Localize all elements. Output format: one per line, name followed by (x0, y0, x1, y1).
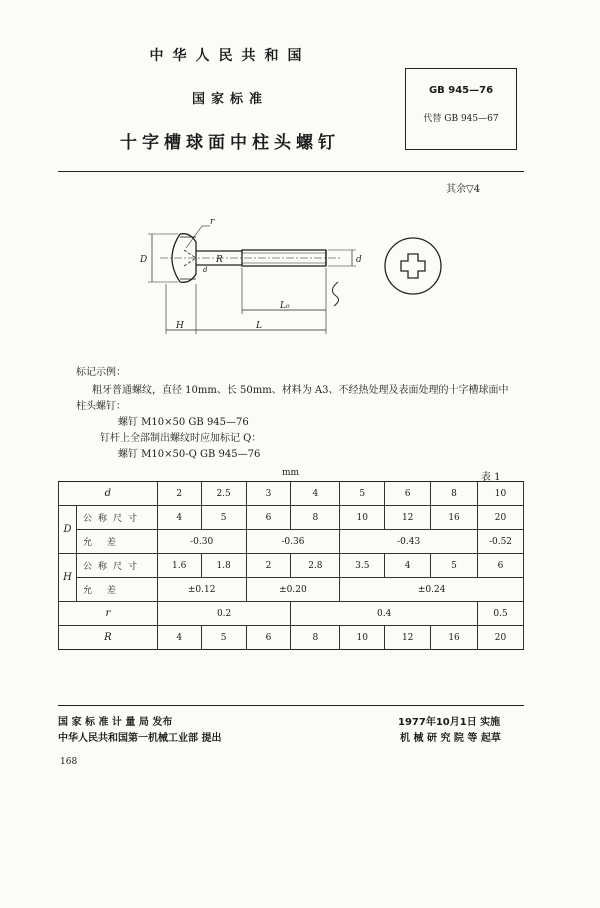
spec-table (58, 481, 524, 650)
cell: 4 (385, 554, 431, 578)
page-title: 十字槽球面中柱头螺钉 (120, 133, 340, 153)
cell: 2.8 (291, 554, 340, 578)
header-D: D (59, 506, 77, 554)
example-mark-1: 螺钉 M10×50 GB 945—76 (118, 417, 249, 428)
footer-divider (58, 705, 524, 706)
cell: 4 (157, 506, 201, 530)
cell: 5 (201, 506, 246, 530)
cell: ±0.24 (340, 578, 524, 602)
screw-drawing (130, 210, 450, 350)
cell: 16 (431, 626, 478, 650)
cross-recess-shape (401, 254, 425, 278)
head-end-view (385, 238, 441, 294)
cell: ±0.12 (157, 578, 246, 602)
example-mark-2: 螺钉 M10×50-Q GB 945—76 (118, 449, 261, 460)
cell: 12 (385, 506, 431, 530)
label-nominal: 公称尺寸 (76, 554, 157, 578)
label-H: H (176, 321, 184, 331)
cell: 1.6 (157, 554, 201, 578)
row-r (59, 602, 524, 626)
table-label: 表 1 (481, 472, 501, 483)
cell: 10 (340, 506, 385, 530)
cell: 10 (477, 482, 523, 506)
example-text-1: 粗牙普通螺纹，直径 10mm、长 50mm、材料为 A3、不经热处理及表面处理的十字槽球面中 (92, 385, 509, 396)
example-text-2: 柱头螺钉： (76, 401, 126, 412)
label-d: d (356, 255, 362, 265)
cell: ±0.20 (246, 578, 340, 602)
label-r: r (210, 217, 215, 227)
cell: 4 (291, 482, 340, 506)
cell: 10 (340, 626, 385, 650)
header-H: H (59, 554, 77, 602)
cell: 1.8 (201, 554, 246, 578)
standard-type: 国家标准 (191, 92, 268, 107)
label-L: L (256, 321, 262, 331)
cell: -0.43 (340, 530, 478, 554)
cell: 2 (157, 482, 201, 506)
drafter: 机 械 研 究 院 等 起草 (400, 733, 501, 744)
cell: 8 (291, 506, 340, 530)
standard-code-box (405, 68, 517, 150)
cell: 6 (477, 554, 523, 578)
row-H-tolerance (59, 578, 524, 602)
label-nominal: 公称尺寸 (76, 506, 157, 530)
example-heading: 标记示例： (76, 367, 126, 378)
cell: 8 (431, 482, 478, 506)
row-D-tolerance (59, 530, 524, 554)
table-unit: mm (282, 468, 300, 478)
cell: -0.30 (157, 530, 246, 554)
replaces-note: 代替 GB 945—67 (423, 114, 499, 124)
cell: 12 (385, 626, 431, 650)
label-R: R (216, 255, 223, 265)
cell: 8 (291, 626, 340, 650)
issuer: 国 家 标 准 计 量 局 发布 (58, 717, 173, 728)
label-d-inner: d (203, 266, 208, 274)
cell: 5 (431, 554, 478, 578)
cell: 3 (246, 482, 291, 506)
label-Lo: L₀ (280, 301, 290, 311)
cell: 0.4 (291, 602, 478, 626)
cell: 6 (246, 626, 291, 650)
cell: 20 (477, 626, 523, 650)
cell: 6 (246, 506, 291, 530)
header-r: r (59, 602, 158, 626)
row-R (59, 626, 524, 650)
cell: 16 (431, 506, 478, 530)
label-D: D (140, 255, 148, 265)
cell: 2.5 (201, 482, 246, 506)
label-tolerance: 允 差 (76, 530, 157, 554)
surface-roughness-note: 其余▽4 (446, 184, 481, 195)
cell: 5 (340, 482, 385, 506)
country-heading: 中华人民共和国 (149, 48, 311, 64)
cell: -0.36 (246, 530, 340, 554)
cell: 2 (246, 554, 291, 578)
header-divider (58, 171, 524, 172)
row-d (59, 482, 524, 506)
cell: 0.5 (477, 602, 523, 626)
proposer: 中华人民共和国第一机械工业部 提出 (58, 733, 222, 744)
header-d: d (59, 482, 158, 506)
cell: 20 (477, 506, 523, 530)
row-D-nominal (59, 506, 524, 530)
cell: -0.52 (477, 530, 523, 554)
row-H-nominal (59, 554, 524, 578)
effective-date: 1977年10月1日 实施 (398, 717, 501, 728)
label-tolerance: 允 差 (76, 578, 157, 602)
page-number: 168 (60, 757, 78, 767)
standard-code: GB 945—76 (428, 85, 494, 96)
cell: 3.5 (340, 554, 385, 578)
cell: 0.2 (157, 602, 291, 626)
cell: 6 (385, 482, 431, 506)
cell: 5 (201, 626, 246, 650)
header-R: R (59, 626, 158, 650)
example-text-3: 钉杆上全部制出螺纹时应加标记 Q： (100, 433, 262, 444)
cell: 4 (157, 626, 201, 650)
